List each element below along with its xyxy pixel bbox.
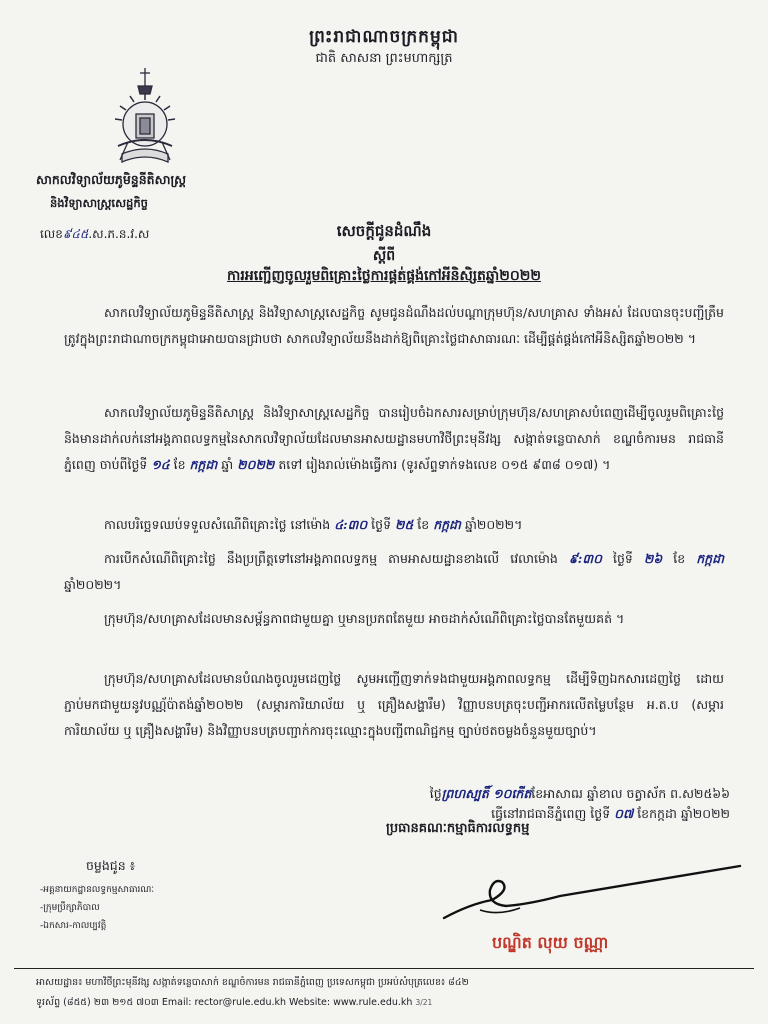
lunar-text-b: ខែអាសាឍ ឆ្នាំខាល ចត្វាស័ក ព.ស២៥៦៦ — [531, 786, 730, 801]
p2-text-d: តទៅ រៀងរាល់ម៉ោងធ្វើការ (ទូរស័ព្ទទាក់ទងលេខ ០១៥ ៩៣៨ ០១៧) ។ — [278, 457, 611, 472]
p4-text-d: ឆ្នាំ២០២២។ — [64, 577, 122, 592]
p4-month: កក្កដា — [696, 551, 725, 566]
p3-day: ២៥ — [395, 517, 414, 532]
p4-day: ២៦ — [643, 551, 663, 566]
p2-text-a: សាកលវិទ្យាល័យភូមិន្ទនីតិសាស្ត្រ និងវិទ្យាសាស្ត្រសេដ្ឋកិច្ច បានរៀបចំឯកសារសម្រាប់ក្រុមហ៊ុន/សហគ្រាសបំពេញដើម្បីចូលរួមពិគ្រោះថ្លៃ និងមានដាក់លក់នៅអង្គភាពលទ្ធកម្មនៃសាកលវិទ្យាល័យដែលមានអាសយដ្ឋានមហាវិថីព្រះមុនីវង្ស សង្កាត់ទន្លេបាសាក់ ខណ្ឌចំការមន រាជធានីភ្នំពេញ ចាប់ពីថ្ងៃទី — [64, 405, 724, 472]
national-motto: ជាតិ សាសនា ព្រះមហាក្សត្រ — [315, 51, 453, 66]
university-emblem-icon — [100, 64, 190, 174]
p2-text-c: ឆ្នាំ — [221, 457, 234, 472]
signer-name: បណ្ឌិត លុយ ចណ្ណា — [492, 933, 609, 952]
paragraph-4 — [64, 546, 724, 598]
solar-text-a: ធ្វើនៅរាជធានីភ្នំពេញ ថ្ងៃទី — [491, 806, 611, 821]
p4-text-b: ថ្ងៃទី — [612, 551, 633, 566]
copy-to-label: ចម្លងជូន ៖ — [86, 858, 136, 873]
p4-time: ៩:៣០ — [568, 551, 602, 566]
kingdom-heading: ព្រះរាជាណាចក្រកម្ពុជា — [309, 27, 459, 47]
signer-title: ប្រធានគណៈកម្មាធិការលទ្ធកម្ម — [386, 821, 530, 836]
handwritten-signature — [440, 860, 760, 932]
p3-time: ៤:៣០ — [334, 517, 368, 532]
paragraph-1: សាកលវិទ្យាល័យភូមិន្ទនីតិសាស្ត្រ និងវិទ្យាសាស្ត្រសេដ្ឋកិច្ច សូមជូនដំណឹងដល់បណ្តាក្រុមហ៊ុន/សហគ្រាស ទាំងអស់ ដែលបានចុះបញ្ជីត្រឹមត្រូវក្នុងព្រះរាជាណាចក្រកម្ពុជាអោយបានជ្រាបថា សាកលវិទ្យាល័យនឹងដាក់ឱ្យពិគ្រោះថ្លៃជាសាធារណៈ ដើម្បីផ្គត់ផ្គង់កៅអីនិស្សិតឆ្នាំ២០២២ ។ — [64, 305, 724, 346]
footer-contact — [36, 996, 736, 1010]
ref-prefix: លេខ — [40, 227, 63, 241]
solar-text-b: ខែកក្កដា ឆ្នាំ២០២២ — [637, 806, 730, 821]
faculty-name: និងវិទ្យាសាស្ត្រសេដ្ឋកិច្ច — [50, 196, 148, 210]
paragraph-3 — [64, 512, 724, 538]
notice-title: សេចក្តីជូនដំណឹង — [336, 222, 432, 240]
p3-month: កក្កដា — [433, 517, 461, 532]
p4-text-a: ការបើកសំណើពិគ្រោះថ្លៃ នឹងប្រព្រឹត្តទៅនៅអង្គភាពលទ្ធកម្ម តាមអាសយដ្ឋានខាងលើ វេលាម៉ោង — [104, 551, 558, 566]
p4-text-c: ខែ — [673, 551, 686, 566]
about-label: ស្តីពី — [372, 248, 396, 264]
lunar-date — [290, 786, 730, 805]
p2-day: ១៤ — [151, 457, 170, 472]
lunar-hand: ព្រហស្បតិ៍ ១០កើត — [441, 786, 532, 801]
notice-subject: ការអញ្ជើញចូលរួមពិគ្រោះថ្លៃការផ្គត់ផ្គង់កៅអីនិសិ្សតឆ្នាំ២០២២ — [227, 268, 541, 284]
copy-to-item: -អគ្គនាយកដ្ឋានលទ្ធកម្មសាធារណៈ — [40, 885, 155, 895]
university-name: សាកលវិទ្យាល័យភូមិន្ទនីតិសាស្ត្រ — [36, 172, 187, 187]
ref-suffix: .ស.ភ.ន.វ.ស — [88, 227, 150, 241]
ref-number: ៩៤៥ — [62, 227, 89, 241]
paragraph-6: ក្រុមហ៊ុន/សហគ្រាសដែលមានបំណងចូលរួមដេញថ្លៃ សូមអញ្ជើញទាក់ទងជាមួយអង្គភាពលទ្ធកម្ម ដើម្បីទិញឯកសារដេញថ្លៃ ដោយភ្ជាប់មកជាមួយនូវបណ្ណ័ប៉ាតង់ឆ្នាំ២០២២ (សម្ភារការិយាល័យ ឬ គ្រឿងសង្ហារឹម) វិញ្ញាបនបត្រចុះបញ្ជីអាករលើតម្លៃបន្ថែម អ.ត.ប (សម្ភារការិយាល័យ ឬ គ្រឿងសង្ហារឹម) និងវិញ្ញាបនបត្របញ្ជាក់ការចុះឈ្មោះក្នុងបញ្ជីពាណិជ្ជកម្ម ច្បាប់ថតចម្លងចំនួនមួយច្បាប់។ — [64, 671, 724, 738]
footer-address: អាសយដ្ឋាន៖ មហាវិថីព្រះមុនីវង្ស សង្កាត់ទន្លេបាសាក់ ខណ្ឌចំការមន រាជធានីភ្នំពេញ ប្រទេសកម្ពុជា ប្រអប់សំបុត្រលេខ៖ ៨៤២ — [36, 977, 469, 988]
footer-page-note: 3/21 — [415, 998, 433, 1007]
paragraph-5: ក្រុមហ៊ុន/សហគ្រាសដែលមានសម្ព័ន្ធភាពជាមួយគ្នា ឬមានប្រភពតែមួយ អាចដាក់សំណើពិគ្រោះថ្លៃបានតែមួយគត់ ។ — [104, 611, 625, 626]
copy-to-item: -ក្រុមប្រឹក្សាភិបាល — [40, 903, 100, 913]
lunar-text-a: ថ្ងៃ — [429, 786, 442, 801]
p3-text-d: ឆ្នាំ២០២២។ — [464, 517, 523, 532]
p3-text-c: ខែ — [417, 517, 430, 532]
paragraph-2 — [64, 400, 724, 478]
p3-text-a: កាលបរិច្ឆេទឈប់ទទួលសំណើពិគ្រោះថ្លៃ នៅម៉ោង — [104, 517, 331, 532]
p3-text-b: ថ្ងៃទី — [371, 517, 392, 532]
copy-to-item: -ឯកសារ-កាលប្បវត្តិ — [40, 921, 107, 931]
footer-divider — [14, 968, 754, 969]
p2-text-b: ខែ — [173, 457, 186, 472]
p2-year: ២០២២ — [237, 457, 275, 472]
solar-day: ០៧ — [614, 806, 634, 821]
p2-month: កក្កដា — [189, 457, 218, 472]
footer-contact-text: ទូរស័ព្ទ (៨៥៥) ២៣ ២១៥ ៧០៣ Email: rector@rule.edu.kh Website: www.rule.edu.kh — [36, 997, 413, 1008]
